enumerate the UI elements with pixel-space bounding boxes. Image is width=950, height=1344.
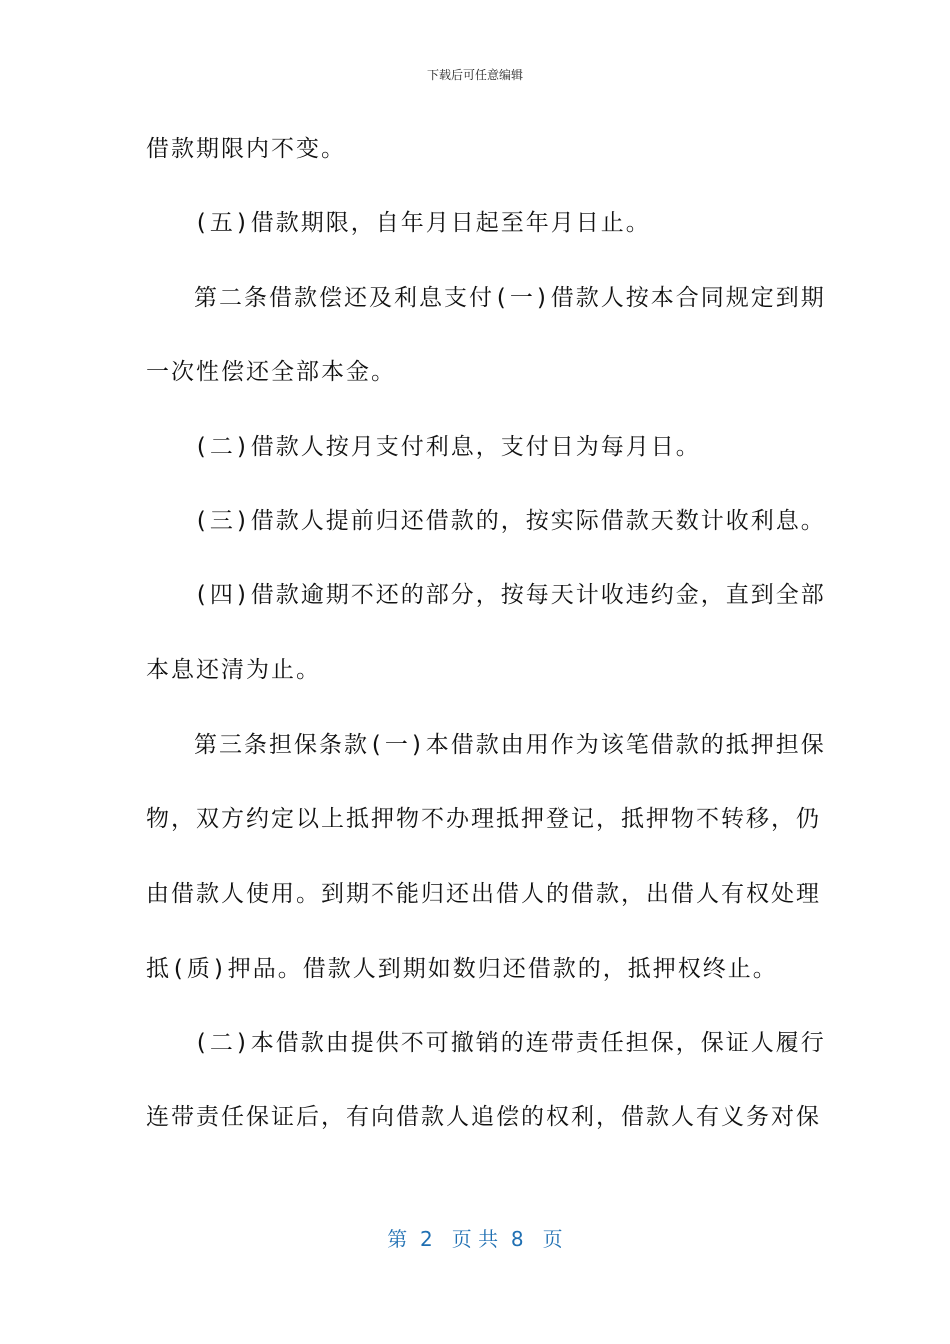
- body-line: (三)借款人提前归还借款的，按实际借款天数计收利息。: [194, 508, 826, 534]
- body-line: 一次性偿还全部本金。: [146, 359, 396, 385]
- body-line: 第二条借款偿还及利息支付(一)借款人按本合同规定到期: [194, 285, 826, 311]
- page-header: 下载后可任意编辑: [426, 68, 523, 82]
- body-line: 本息还清为止。: [146, 657, 321, 683]
- body-line: 抵(质)押品。借款人到期如数归还借款的，抵押权终止。: [146, 956, 778, 982]
- body-line: (四)借款逾期不还的部分，按每天计收违约金，直到全部: [194, 582, 826, 608]
- body-line: 第三条担保条款(一)本借款由用作为该笔借款的抵押担保: [194, 732, 826, 758]
- body-line: 物，双方约定以上抵押物不办理抵押登记，抵押物不转移，仍: [146, 806, 821, 832]
- page-number-footer: 第 2 页 共 8 页: [387, 1227, 563, 1251]
- body-line: (二)本借款由提供不可撤销的连带责任担保，保证人履行: [194, 1030, 826, 1056]
- body-line: 借款期限内不变。: [146, 136, 346, 162]
- body-line: (二)借款人按月支付利息，支付日为每月日。: [194, 434, 701, 460]
- body-line: 由借款人使用。到期不能归还出借人的借款，出借人有权处理: [146, 881, 821, 907]
- body-line: 连带责任保证后，有向借款人追偿的权利，借款人有义务对保: [146, 1104, 821, 1130]
- body-line: (五)借款期限，自年月日起至年月日止。: [194, 210, 651, 236]
